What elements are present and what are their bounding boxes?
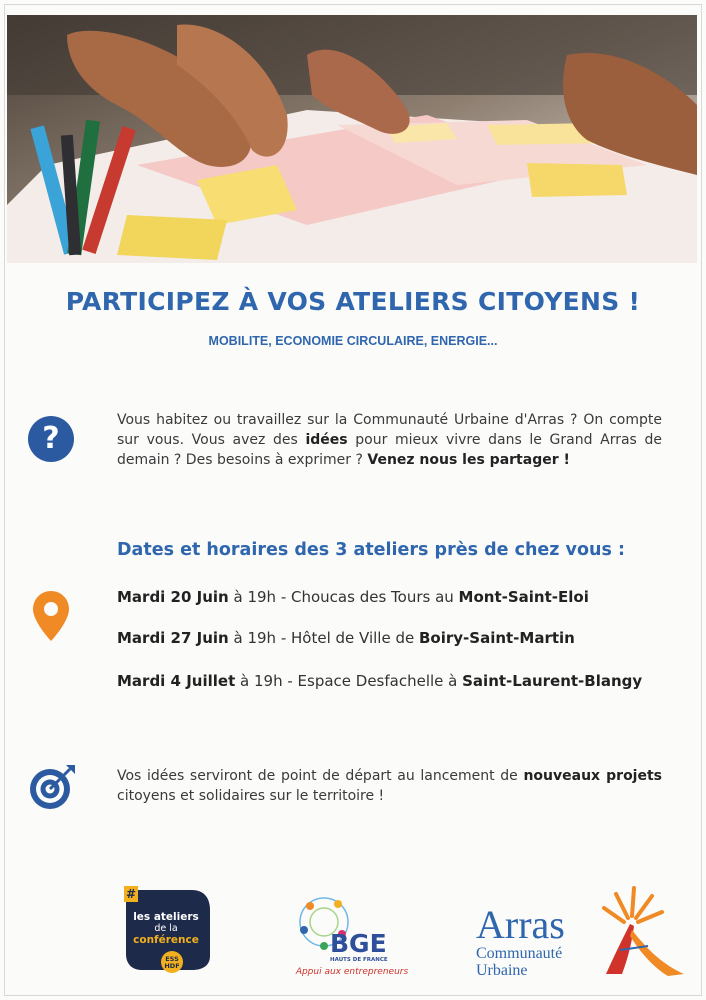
arras-communaute-logo [472, 880, 687, 980]
logo-line3: conférence [133, 934, 199, 946]
intro-paragraph [117, 410, 662, 470]
bge-name: BGE [330, 929, 387, 958]
intro-bold-1: idées [305, 432, 348, 448]
location-pin-icon [32, 590, 70, 642]
logo-badge2: HDF [164, 962, 180, 970]
session-item [117, 672, 642, 690]
session-detail: à 19h - Espace Desfachelle à [235, 672, 463, 690]
outro-text-2: citoyens et solidaires sur le territoire ! [117, 788, 385, 804]
logo-line2: de la [154, 923, 178, 934]
question-icon: ? [28, 416, 74, 462]
outro-paragraph [117, 766, 662, 806]
session-date: Mardi 20 Juin [117, 588, 229, 606]
logo-line1: les ateliers [133, 911, 199, 923]
page-title: PARTICIPEZ À VOS ATELIERS CITOYENS ! [65, 287, 641, 316]
session-place: Mont-Saint-Eloi [458, 588, 589, 606]
ateliers-conference-logo [122, 886, 214, 974]
session-place: Saint-Laurent-Blangy [462, 672, 643, 690]
intro-text-1: Vous habitez ou travaillez sur la Communauté Urbaine d'Arras ? On compte sur vous. Vous avez des [117, 412, 662, 448]
page-subtitle: MOBILITE, ECONOMIE CIRCULAIRE, ENERGIE... [208, 334, 498, 348]
outro-text-1: Vos idées serviront de point de départ au lancement de [117, 768, 524, 784]
session-detail: à 19h - Hôtel de Ville de [228, 629, 419, 647]
intro-bold-2: Venez nous les partager ! [367, 452, 570, 468]
bge-logo [294, 894, 412, 980]
target-icon [28, 762, 78, 812]
session-item [117, 588, 589, 606]
outro-bold-1: nouveaux projets [523, 768, 663, 784]
session-place: Boiry-Saint-Martin [418, 629, 575, 647]
arras-line1: Communauté [476, 945, 563, 962]
arras-name: Arras [476, 902, 565, 947]
session-date: Mardi 27 Juin [117, 629, 229, 647]
logo-hash: # [125, 887, 137, 901]
session-date: Mardi 4 Juillet [117, 672, 236, 690]
intro-text-2: pour mieux vivre dans le Grand Arras de demain ? Des besoins à exprimer ? [117, 432, 662, 468]
bge-region: HAUTS DE FRANCE [330, 957, 388, 963]
bge-tagline: Appui aux entrepreneurs [295, 967, 409, 977]
session-detail: à 19h - Choucas des Tours au [228, 588, 459, 606]
workshop-photo [7, 15, 697, 263]
dates-heading: Dates et horaires des 3 ateliers près de chez vous : [117, 540, 625, 560]
session-item [117, 629, 575, 647]
logo-badge1: ESS [165, 955, 179, 963]
arras-line2: Urbaine [476, 962, 528, 979]
